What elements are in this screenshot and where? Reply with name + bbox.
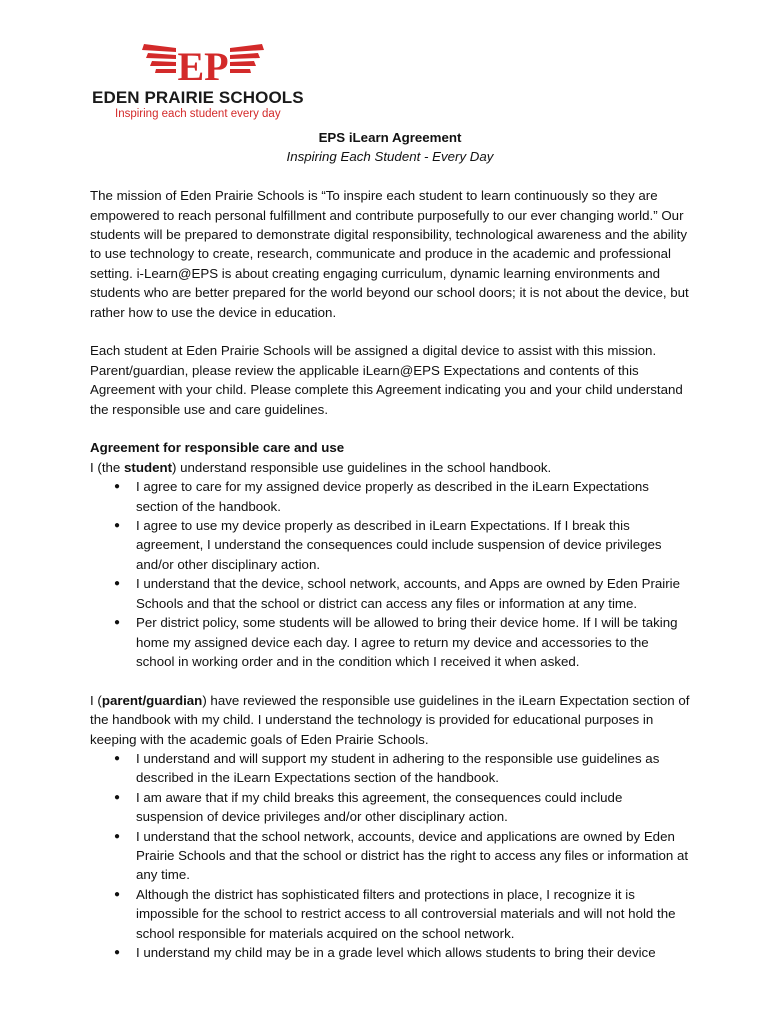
student-intro-suffix: ) understand responsible use guidelines in the school handbook. bbox=[172, 459, 552, 475]
list-item: ● I understand that the school network, accounts, device and applications are owned by Eden Prairie Schools and that the school or district has the right to access any files or information at any time. bbox=[136, 827, 690, 885]
assignment-paragraph: Each student at Eden Prairie Schools will be assigned a digital device to assist with this mission. Parent/guardian, please review the applicable iLearn@EPS Expectations and contents of this Agreement with your child. Please complete this Agreement indicating you and your child understand the responsible use and care guidelines. bbox=[90, 343, 683, 417]
eden-prairie-schools-logo bbox=[92, 40, 332, 126]
list-item: ● I understand that the device, school network, accounts, and Apps are owned by Eden Prairie Schools and that the school or district can access any files or information at any time. bbox=[136, 574, 690, 613]
logo-tagline: Inspiring each student every day bbox=[115, 108, 281, 120]
student-intro bbox=[90, 458, 690, 477]
list-item: ● I am aware that if my child breaks this agreement, the consequences could include suspension of device privileges and/or other disciplinary action. bbox=[136, 788, 690, 827]
parent-intro bbox=[90, 691, 690, 749]
mission-paragraph: The mission of Eden Prairie Schools is “To inspire each student to learn continuously so they are empowered to reach personal fulfillment and contribute purposefully to our ever changing world.” Our students will be prepared to demonstrate digital responsibility, technological awareness and the ability to use technology to create, research, communicate and produce in the academic and professional setting. i-Learn@EPS is about creating engaging curriculum, dynamic learning environments and students who are better prepared for the world beyond our school doors; it is not about the device, but rather how to use the device in education. bbox=[90, 188, 689, 320]
parent-intro-bold: parent/guardian bbox=[101, 692, 203, 708]
parent-intro-prefix: I ( bbox=[90, 692, 102, 708]
list-item: ● Although the district has sophisticated filters and protections in place, I recognize it is impossible for the school to restrict access to all controversial materials and will not hold the school responsible for materials acquired on the school network. bbox=[136, 885, 690, 943]
logo-school-name: EDEN PRAIRIE SCHOOLS bbox=[92, 88, 304, 107]
parent-guidelines-list bbox=[90, 749, 690, 962]
parent-intro-suffix: ) have reviewed the responsible use guidelines in the iLearn Expectation section of the handbook with my child. I understand the technology is provided for educational purposes in keeping with the academic goals of Eden Prairie Schools. bbox=[90, 692, 690, 747]
document-title: EPS iLearn Agreement bbox=[318, 130, 462, 145]
list-item: ● I agree to use my device properly as described in iLearn Expectations. If I break this agreement, I understand the consequences could include suspension of device privileges and/or other disciplinary action. bbox=[136, 516, 690, 574]
logo-monogram: EP bbox=[177, 44, 229, 88]
student-intro-prefix: I (the bbox=[90, 459, 124, 475]
student-intro-bold: student bbox=[124, 459, 173, 475]
wings-monogram-icon bbox=[92, 40, 332, 88]
student-guidelines-list bbox=[90, 477, 690, 671]
list-item: ● Per district policy, some students will be allowed to bring their device home. If I will be taking home my assigned device each day. I agree to return my device and accessories to the school in working order and in the condition which I received it when asked. bbox=[136, 613, 690, 671]
section-heading: Agreement for responsible care and use bbox=[90, 440, 345, 456]
list-item: ● I understand my child may be in a grade level which allows students to bring their device bbox=[136, 943, 690, 962]
list-item: ● I agree to care for my assigned device properly as described in the iLearn Expectations section of the handbook. bbox=[136, 477, 690, 516]
document-subtitle: Inspiring Each Student - Every Day bbox=[286, 149, 494, 165]
list-item: ● I understand and will support my student in adhering to the responsible use guidelines as described in the iLearn Expectations section of the handbook. bbox=[136, 749, 690, 788]
agreement-document bbox=[90, 128, 690, 962]
